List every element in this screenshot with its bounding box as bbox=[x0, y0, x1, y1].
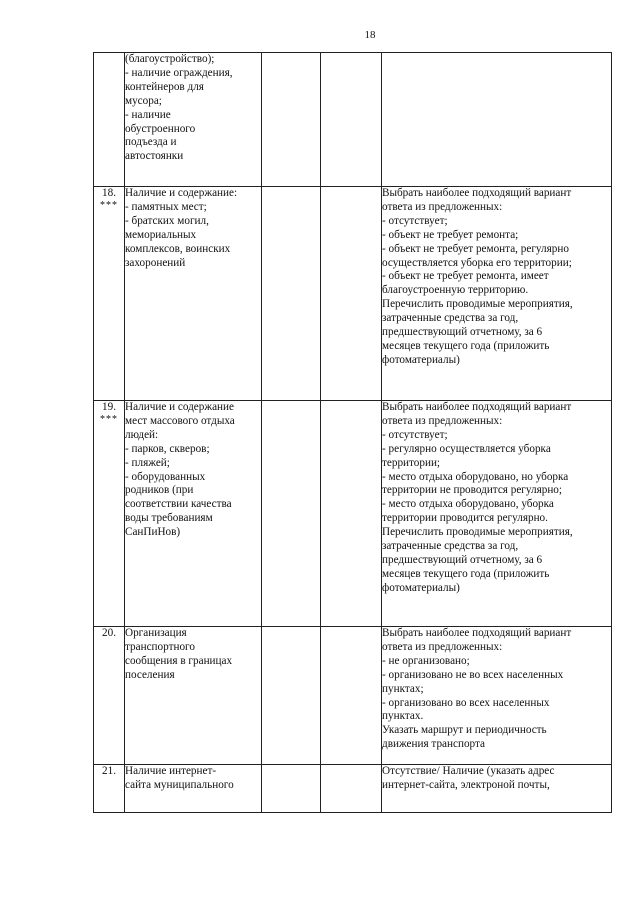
empty-cell-2 bbox=[321, 53, 382, 187]
answer-option-line: затраченные средства за год, bbox=[382, 540, 519, 553]
empty-cell-1 bbox=[262, 187, 321, 401]
empty-cell-2 bbox=[321, 627, 382, 765]
answer-option-line: территории; bbox=[382, 456, 441, 469]
indicator-name-cell bbox=[125, 765, 262, 813]
answer-option-line: - отсутствует; bbox=[382, 428, 448, 441]
indicator-name-line: - парков, скверов; bbox=[125, 442, 210, 455]
indicator-name-line: комплексов, воинских bbox=[125, 242, 231, 255]
answer-option-line: - объект не требует ремонта, имеет bbox=[382, 270, 549, 283]
table-row bbox=[94, 187, 612, 401]
answer-option-line: предшествующий отчетному, за 6 bbox=[382, 553, 543, 566]
indicator-name-line: поселения bbox=[125, 668, 175, 681]
answer-option-line: ответа из предложенных: bbox=[382, 414, 503, 427]
indicator-name-line: - братских могил, bbox=[125, 214, 209, 227]
answer-option-line: месяцев текущего года (приложить bbox=[382, 567, 550, 580]
indicator-name-line: транспортного bbox=[125, 640, 195, 653]
table-row bbox=[94, 53, 612, 187]
answer-option-line: - объект не требует ремонта, регулярно bbox=[382, 242, 569, 255]
answer-options-cell bbox=[382, 627, 612, 765]
row-number-cell bbox=[94, 627, 125, 765]
answer-option-line: - организовано не во всех населенных bbox=[382, 668, 564, 681]
indicator-name-line: подъезда и bbox=[125, 136, 177, 149]
page-number: 18 bbox=[364, 29, 376, 41]
answer-options-cell bbox=[382, 765, 612, 813]
empty-cell-1 bbox=[262, 401, 321, 627]
answer-option-line: фотоматериалы) bbox=[382, 581, 460, 594]
answer-option-line: фотоматериалы) bbox=[382, 353, 460, 366]
indicator-name-line: - пляжей; bbox=[125, 456, 170, 469]
answer-option-line: территории не проводится регулярно; bbox=[382, 484, 563, 497]
answer-option-line: - место отдыха оборудовано, но уборка bbox=[382, 470, 569, 483]
indicator-name-line: людей: bbox=[125, 428, 159, 441]
answer-option-line: - не организовано; bbox=[382, 654, 470, 667]
indicator-name-line: - наличие ограждения, bbox=[125, 66, 233, 79]
row-number: 21. bbox=[102, 765, 116, 777]
indicator-name-line: сайта муниципального bbox=[125, 778, 234, 791]
answer-option-line: - отсутствует; bbox=[382, 214, 448, 227]
table-row bbox=[94, 401, 612, 627]
empty-cell-1 bbox=[262, 765, 321, 813]
answer-option-line: ответа из предложенных: bbox=[382, 640, 503, 653]
row-number-cell bbox=[94, 765, 125, 813]
indicator-name-line: сообщения в границах bbox=[125, 654, 233, 667]
empty-cell-2 bbox=[321, 401, 382, 627]
empty-cell-1 bbox=[262, 53, 321, 187]
answer-options-cell bbox=[382, 187, 612, 401]
indicator-name-line: автостоянки bbox=[125, 150, 184, 163]
answer-option-line: интернет-сайта, электроной почты, bbox=[382, 778, 550, 791]
answer-option-line: пунктах; bbox=[382, 682, 424, 695]
indicator-name-line: (благоустройство); bbox=[125, 53, 215, 65]
indicator-name-line: мемориальных bbox=[125, 228, 197, 241]
table-row bbox=[94, 627, 612, 765]
indicator-name-line: мусора; bbox=[125, 94, 162, 107]
indicator-name-line: - памятных мест; bbox=[125, 200, 207, 213]
indicator-name-line: - оборудованных bbox=[125, 470, 206, 483]
indicator-name-line: захоронений bbox=[125, 256, 186, 269]
answer-option-line: Перечислить проводимые мероприятия, bbox=[382, 526, 573, 539]
row-stars: *** bbox=[100, 199, 118, 211]
indicator-name-line: Наличие и содержание: bbox=[125, 187, 238, 199]
indicator-name-line: родников (при bbox=[125, 484, 194, 497]
empty-cell-2 bbox=[321, 187, 382, 401]
row-number: 20. bbox=[102, 627, 116, 639]
answer-option-line: пунктах. bbox=[382, 710, 424, 723]
answer-option-line: движения транспорта bbox=[382, 738, 485, 751]
indicator-name-line: - наличие bbox=[125, 108, 171, 121]
answer-options-cell bbox=[382, 401, 612, 627]
empty-cell-2 bbox=[321, 765, 382, 813]
table-row bbox=[94, 765, 612, 813]
indicator-name-line: контейнеров для bbox=[125, 80, 204, 93]
row-number: 19. bbox=[102, 401, 116, 413]
row-number-cell bbox=[94, 187, 125, 401]
answer-option-line: - объект не требует ремонта; bbox=[382, 228, 519, 241]
indicator-name-cell bbox=[125, 401, 262, 627]
indicator-name-line: Наличие интернет- bbox=[125, 765, 217, 777]
answer-option-line: Перечислить проводимые мероприятия, bbox=[382, 298, 573, 311]
answer-option-line: - регулярно осуществляется уборка bbox=[382, 442, 551, 455]
answer-option-line: Указать маршрут и периодичность bbox=[382, 724, 547, 737]
answer-option-line: предшествующий отчетному, за 6 bbox=[382, 326, 543, 339]
indicator-name-line: воды требованиям bbox=[125, 512, 213, 525]
answer-option-line: Отсутствие/ Наличие (указать адрес bbox=[382, 765, 555, 777]
row-number-cell bbox=[94, 53, 125, 187]
row-number-cell bbox=[94, 401, 125, 627]
indicator-name-line: Организация bbox=[125, 627, 187, 639]
indicator-name-line: мест массового отдыха bbox=[125, 414, 235, 427]
answer-option-line: благоустроенную территорию. bbox=[382, 284, 529, 297]
empty-cell-1 bbox=[262, 627, 321, 765]
answer-option-line: Выбрать наиболее подходящий вариант bbox=[382, 627, 572, 639]
indicator-name-line: обустроенного bbox=[125, 122, 196, 135]
answer-option-line: - место отдыха оборудовано, уборка bbox=[382, 498, 554, 511]
indicator-name-cell bbox=[125, 53, 262, 187]
indicator-name-line: соответствии качества bbox=[125, 498, 232, 511]
answer-option-line: территории проводится регулярно. bbox=[382, 512, 548, 525]
table-body bbox=[94, 53, 612, 813]
indicator-name-line: СанПиНов) bbox=[125, 526, 181, 539]
indicator-name-cell bbox=[125, 187, 262, 401]
indicator-name-cell bbox=[125, 627, 262, 765]
row-stars: *** bbox=[100, 413, 118, 425]
answer-option-line: осуществляется уборка его территории; bbox=[382, 256, 572, 269]
criteria-table bbox=[93, 52, 612, 813]
answer-option-line: затраченные средства за год, bbox=[382, 312, 519, 325]
indicator-name-line: Наличие и содержание bbox=[125, 401, 234, 413]
answer-option-line: - организовано во всех населенных bbox=[382, 696, 550, 709]
answer-option-line: Выбрать наиболее подходящий вариант bbox=[382, 187, 572, 199]
answer-option-line: ответа из предложенных: bbox=[382, 200, 503, 213]
answer-options-cell bbox=[382, 53, 612, 187]
answer-option-line: месяцев текущего года (приложить bbox=[382, 339, 550, 352]
answer-option-line: Выбрать наиболее подходящий вариант bbox=[382, 401, 572, 413]
row-number: 18. bbox=[102, 187, 116, 199]
